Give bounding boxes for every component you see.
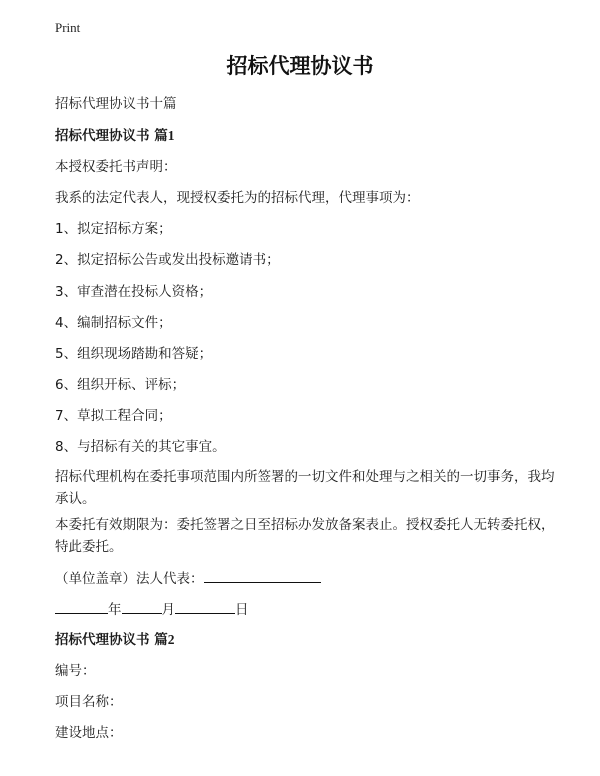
section-heading-1-text: 招标代理协议书 篇	[55, 128, 168, 144]
representative-blank	[204, 569, 321, 583]
agency-item: 2、拟定招标公告或发出投标邀请书；	[55, 252, 280, 268]
agency-item: 7、草拟工程合同；	[55, 408, 172, 424]
form-field-label: 编号：	[55, 663, 96, 679]
section-heading-2	[55, 631, 174, 649]
month-label: 月	[161, 602, 175, 618]
intro-text: 招标代理协议书十篇	[55, 96, 177, 112]
section-heading-2-number: 2	[167, 632, 175, 647]
agency-item: 5、组织现场踏勘和答疑；	[55, 346, 213, 362]
agency-item: 6、组织开标、评标；	[55, 377, 186, 393]
agency-item: 1、拟定招标方案；	[55, 221, 172, 237]
form-field-label: 建设地点：	[55, 725, 123, 741]
signature-line	[55, 569, 321, 588]
section-heading-1	[55, 127, 174, 145]
declaration-text: 我系的法定代表人，现授权委托为的招标代理，代理事项为：	[55, 190, 420, 206]
print-link[interactable]: Print	[55, 20, 81, 35]
section-heading-1-number: 1	[167, 128, 175, 143]
day-blank	[175, 600, 235, 614]
month-blank	[122, 600, 162, 614]
seal-label: （单位盖章）法人代表：	[55, 571, 204, 587]
statement-text: 本授权委托书声明：	[55, 159, 177, 175]
section-heading-2-text: 招标代理协议书 篇	[55, 632, 168, 648]
validity-paragraph: 本委托有效期限为：委托签署之日至招标办发放备案表止。授权委托人无转委托权，特此委托。	[55, 517, 555, 555]
form-field-label: 项目名称：	[55, 694, 123, 710]
agency-item: 4、编制招标文件；	[55, 315, 172, 331]
scope-paragraph: 招标代理机构在委托事项范围内所签署的一切文件和处理与之相关的一切事务，我均承认。	[55, 469, 555, 507]
year-blank	[55, 600, 108, 614]
agency-item: 8、与招标有关的其它事宜。	[55, 439, 226, 455]
date-line	[55, 600, 249, 619]
document-title: 招标代理协议书	[226, 54, 374, 78]
day-label: 日	[235, 602, 249, 618]
agency-item: 3、审查潜在投标人资格；	[55, 284, 213, 300]
year-label: 年	[108, 602, 122, 618]
